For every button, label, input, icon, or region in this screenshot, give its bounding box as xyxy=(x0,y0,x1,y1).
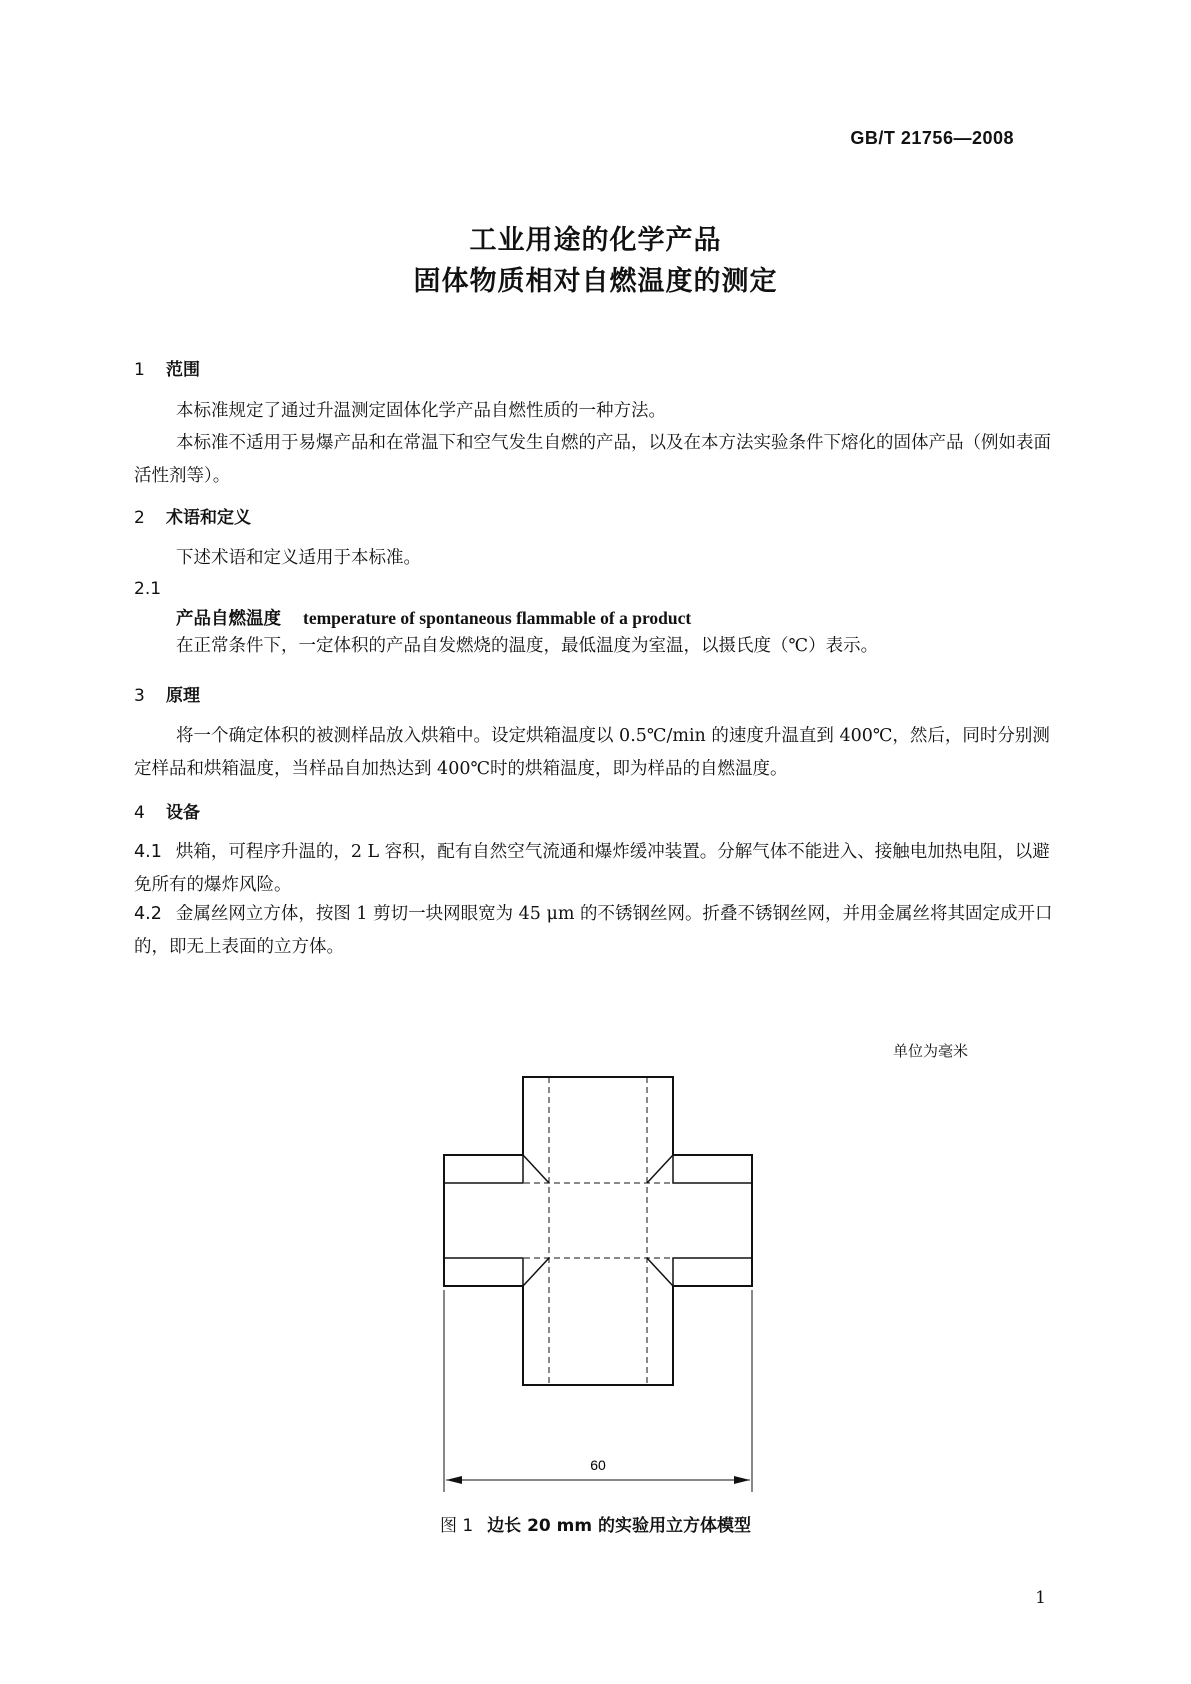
section-1-number: 1 xyxy=(134,360,145,380)
clause-4-1-text: 烘箱，可程序升温的，2 L 容积，配有自然空气流通和爆炸缓冲装置。分解气体不能进入、接触电加热电阻，以避免所有的爆炸风险。 xyxy=(134,842,1050,895)
title-line-2: 固体物质相对自燃温度的测定 xyxy=(413,266,778,297)
corner-tabs xyxy=(444,1155,752,1286)
clause-4-1-number: 4.1 xyxy=(134,842,162,862)
page-number: 1 xyxy=(1035,1588,1046,1608)
subsection-2-1-number: 2.1 xyxy=(134,579,162,599)
section-2-number: 2 xyxy=(134,508,145,528)
term-english: temperature of spontaneous flammable of a product xyxy=(303,608,692,628)
clause-4-2-number: 4.2 xyxy=(134,904,162,924)
section-4-title: 设备 xyxy=(166,803,200,823)
title-line-1: 工业用途的化学产品 xyxy=(469,225,722,256)
cube-net-outline xyxy=(444,1077,752,1385)
section-1-paragraph-1: 本标准规定了通过升温测定固体化学产品自燃性质的一种方法。 xyxy=(176,401,666,421)
clause-4-2-text: 金属丝网立方体，按图 1 剪切一块网眼宽为 45 μm 的不锈钢丝网。折叠不锈钢丝网，并用金属丝将其固定成开口的，即无上表面的立方体。 xyxy=(134,904,1053,957)
figure-caption-number: 图 1 xyxy=(439,1516,474,1536)
section-3-title: 原理 xyxy=(166,686,200,706)
standard-number: GB/T 21756—2008 xyxy=(850,128,1014,148)
term-chinese: 产品自燃温度 xyxy=(176,609,281,629)
dimension-label: 60 xyxy=(590,1457,606,1473)
term-definition: 在正常条件下，一定体积的产品自发燃烧的温度，最低温度为室温，以摄氏度（℃）表示。 xyxy=(176,636,879,656)
section-1-paragraph-2: 本标准不适用于易爆产品和在常温下和空气发生自燃的产品，以及在本方法实验条件下熔化的固体产品（例如表面活性剂等）。 xyxy=(134,433,1051,486)
figure-caption xyxy=(0,1511,1191,1536)
figure-caption-text: 边长 20 mm 的实验用立方体模型 xyxy=(487,1516,752,1536)
section-4-number: 4 xyxy=(134,803,145,823)
fold-lines xyxy=(444,1077,752,1385)
section-2-title: 术语和定义 xyxy=(166,508,251,528)
unit-note: 单位为毫米 xyxy=(893,1042,969,1060)
section-3-paragraph: 将一个确定体积的被测样品放入烘箱中。设定烘箱温度以 0.5℃/min 的速度升温直到 400℃，然后，同时分别测定样品和烘箱温度，当样品自加热达到 400℃时的烘箱温度，即为样品的自燃温度。 xyxy=(134,726,1050,779)
section-3-number: 3 xyxy=(134,686,145,706)
section-1-title: 范围 xyxy=(166,360,200,380)
section-2-paragraph-1: 下述术语和定义适用于本标准。 xyxy=(176,548,421,568)
